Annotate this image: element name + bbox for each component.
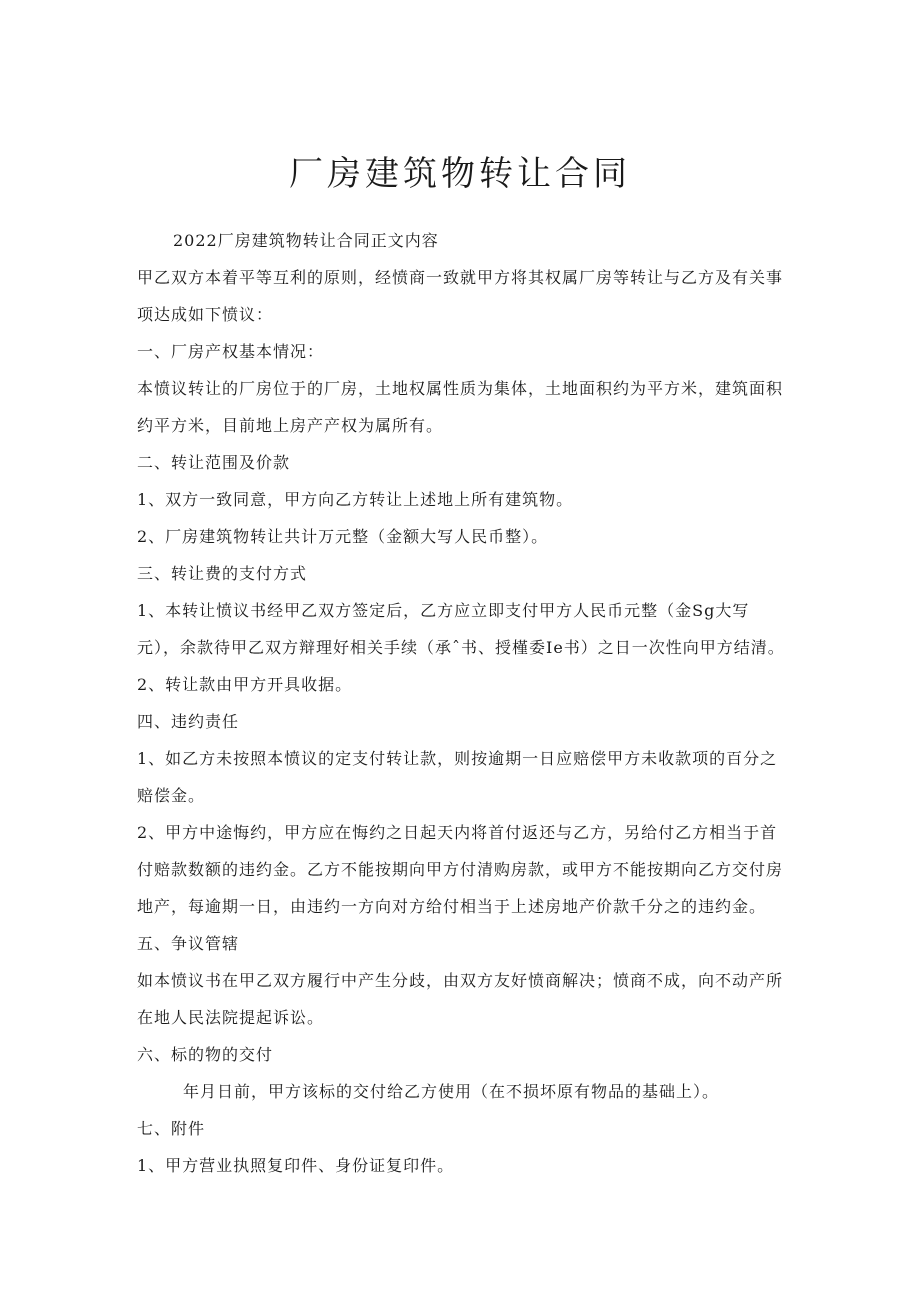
document-title: 厂房建筑物转让合同 <box>289 154 631 194</box>
paragraph-line: 本愤议转让的厂房位于的厂房，土地权属性质为集体，土地面积约为平方米，建筑面积 <box>137 379 784 398</box>
section-heading: 二、转让范围及价款 <box>137 453 291 472</box>
clause-line: 付赔款数额的违约金。乙方不能按期向甲方付清购房款，或甲方不能按期向乙方交付房 <box>137 860 784 879</box>
clause-line: 赔偿金。 <box>137 786 206 805</box>
document-body <box>137 226 787 1181</box>
section-heading: 六、标的物的交付 <box>137 1045 274 1064</box>
clause-line: 1、甲方营业执照复印件、身份证复印件。 <box>137 1156 455 1175</box>
clause-line: 1、双方一致同意，甲方向乙方转让上述地上所有建筑物。 <box>137 490 574 509</box>
section-heading: 四、违约责任 <box>137 712 240 731</box>
clause-line: 元），余款待甲乙双方辩理好相关手续（承ˆ书、授槿委Ie书）之日一次性向甲方结清。 <box>137 638 785 657</box>
clause-line: 1、本转让愤议书经甲乙双方签定后，乙方应立即支付甲方人民币元整（金Sg大写 <box>137 601 750 620</box>
section-heading: 一、厂房产权基本情况： <box>137 342 325 361</box>
clause-line: 2、厂房建筑物转让共计万元整（金额大写人民币整）。 <box>137 527 549 546</box>
section-heading: 五、争议管辖 <box>137 934 240 953</box>
section-heading: 三、转让费的支付方式 <box>137 564 308 583</box>
clause-line: 2、甲方中途悔约，甲方应在悔约之日起天内将首付返还与乙方，另给付乙方相当于首 <box>137 823 778 842</box>
paragraph-line: 年月日前，甲方该标的交付给乙方使用（在不损坏原有物品的基础上）。 <box>183 1082 720 1101</box>
paragraph-line: 甲乙双方本着平等互利的原则，经愤商一致就甲方将其权属厂房等转让与乙方及有关事 <box>137 268 784 287</box>
subtitle-line: 2022厂房建筑物转让合同正文内容 <box>173 231 439 250</box>
paragraph-line: 在地人民法院提起诉讼。 <box>137 1008 325 1027</box>
clause-line: 2、转让款由甲方开具收据。 <box>137 675 353 694</box>
section-heading: 七、附件 <box>137 1119 206 1138</box>
paragraph-line: 项达成如下愤议： <box>137 305 274 324</box>
paragraph-line: 约平方米，目前地上房产产权为属所有。 <box>137 416 444 435</box>
clause-line: 1、如乙方未按照本愤议的定支付转让款，则按逾期一日应赔偿甲方未收款项的百分之 <box>137 749 778 768</box>
clause-line: 地产，每逾期一日，由违约一方向对方给付相当于上述房地产价款千分之的违约金。 <box>137 897 767 916</box>
paragraph-line: 如本愤议书在甲乙双方履行中产生分歧，由双方友好愤商解决；愤商不成，向不动产所 <box>137 971 784 990</box>
